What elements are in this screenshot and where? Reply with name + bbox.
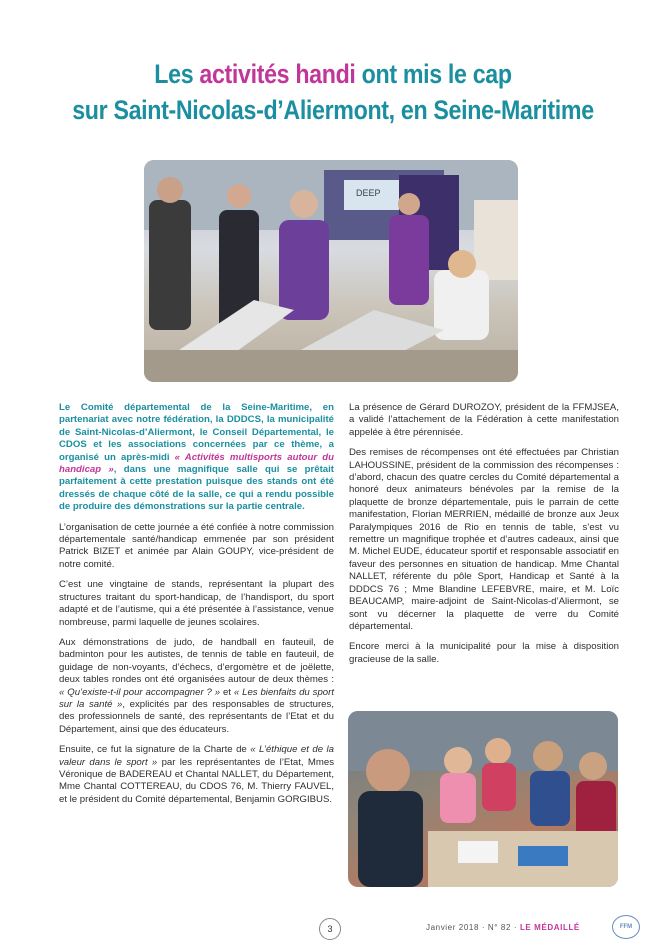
paragraph-stands: C’est une vingtaine de stands, représentant la plupart des structures traitant du sport-handicap, de l’handisport, du sport adapté et de l’autisme, qui a été présentée à l’assistance, venue nombreuse, parmi laquelle de jeunes scolaires. [59, 579, 334, 628]
event-photo-rowing [144, 160, 518, 382]
article-right-column [349, 402, 619, 674]
paragraph-charter: Ensuite, ce fut la signature de la Charte de « L’éthique et de la valeur dans le sport » par les représentantes de l’Etat, Mmes Véronique de BADEREAU et Chantal NALLET, du Département, Mme Chantal COTTEREAU, du CDOS 76, M. Thierry FAUVEL, et le président du Comité départemental, Benjamin GORGIBUS. [59, 744, 334, 805]
paragraph-durozoy: La présence de Gérard DUROZOY, président de la FFMJSEA, a validé l’attachement de la Fédération à cette manifestation appelée à être pérennisée. [349, 402, 619, 438]
issue-info: Janvier 2018 · N° 82 · LE MÉDAILLÉ [426, 923, 580, 932]
paragraph-organisation: L’organisation de cette journée a été confiée à notre commission départementale santé/handicap emmenée par son président Patrick BIZET et animée par Alain GOUPY, vice-président de notre comité. [59, 521, 334, 570]
title-highlight: activités handi [199, 59, 356, 89]
page-number: 3 [319, 918, 341, 940]
lead-paragraph: Le Comité départemental de la Seine-Maritime, en partenariat avec notre fédération, la DDDCS, la municipalité de Saint-Nicolas-d’Aliermont, le Conseil Départemental, le CDOS et les associations concernées par ce thème, a organisé un après-midi « Activités multisports autour du handicap », dans une magnifique salle qui se prêtait parfaitement à cette prestation puisque des stands ont été dressés de chaque côté de la salle, ce qui a rendu possible de produire des démonstrations sur la partie centrale. [59, 402, 335, 513]
banner-text: DEEP [356, 188, 381, 198]
magazine-name: LE MÉDAILLÉ [519, 923, 580, 932]
title-line-1: Les activités handi ont mis le cap [154, 59, 512, 89]
paragraph-thanks: Encore merci à la municipalité pour la mise à disposition gracieuse de la salle. [349, 641, 619, 665]
event-photo-children [348, 711, 618, 887]
article-left-column [59, 402, 334, 814]
article-title [47, 56, 620, 128]
title-line-2: sur Saint-Nicolas-d’Aliermont, en Seine-Maritime [72, 95, 594, 125]
paragraph-awards: Des remises de récompenses ont été effectuées par Christian LAHOUSSINE, président de la commission des récompenses : d’abord, chacun des quatre cercles du Comité départemental a honoré deux animateurs bénévoles par la remise de la plaquette de bronze départementale, puis le parrain de cette manifestation, Florian MERRIEN, médaillé de bronze aux Jeux Paralympiques 2016 de Rio en tennis de table, s’est vu remettre un magnifique trophée et d’autres cadeaux, ainsi que M. Michel EUDE, éducateur sportif et responsable associatif en faveur des personnes en situation de handicap. Mme Chantal NALLET, référente du pôle Sport, Handicap et Santé à la DDDCS 76 ; Mme Blandine LEFEBVRE, maire, et M. Loïc BEAUCAMP, maire-adjoint de Saint-Nicolas-d’Aliermont, se sont vu décerner la plaquette de verre du Comité départemental. [349, 447, 619, 632]
federation-logo: FFM [612, 915, 640, 939]
paragraph-demonstrations: Aux démonstrations de judo, de handball en fauteuil, de badminton pour les autistes, de tennis de table en fauteuil, de guidage de non-voyants, d’échecs, d’ergomètre et de joëlette, deux tables rondes ont été organisées autour de deux thèmes : « Qu’existe-t-il pour accompagner ? » et « Les bienfaits du sport sur la santé », explicités par des responsables de structures, des professionnels de santé, des représentants de l’Etat et du Département, ainsi que des éducateurs. [59, 636, 334, 735]
event-name-quote: « Activités multisports autour du handicap » [59, 451, 334, 476]
